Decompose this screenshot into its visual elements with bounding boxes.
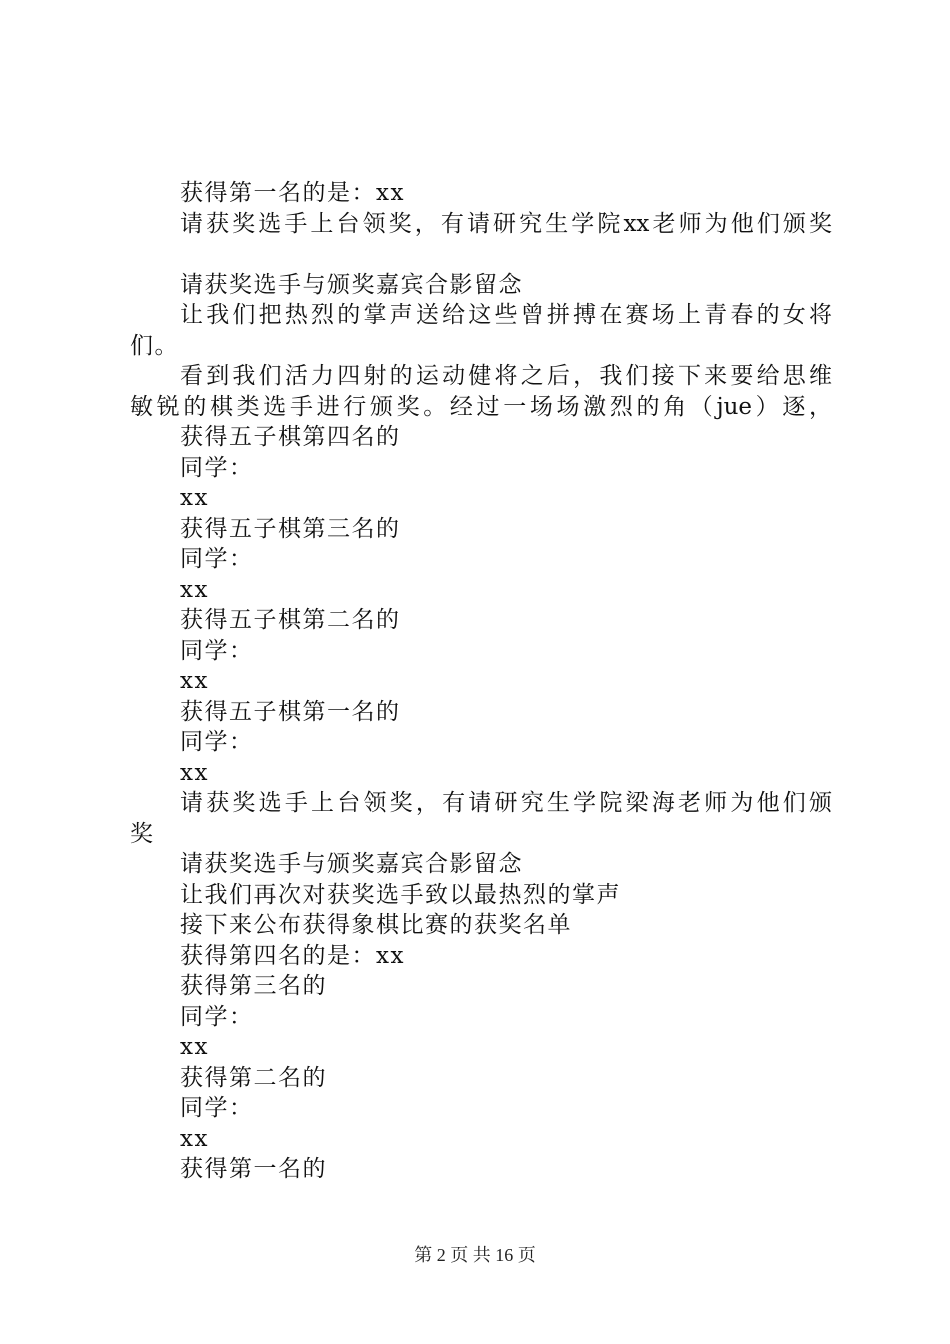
- text-line: 请获奖选手上台领奖，有请研究生学院xx老师为他们颁奖: [180, 210, 832, 237]
- document-body: [130, 178, 832, 1185]
- text-line: 获得第一名的是：xx: [180, 180, 405, 206]
- text-line: 同学：: [180, 1095, 254, 1121]
- blank-line: [130, 239, 832, 270]
- text-line: 同学：: [180, 454, 254, 481]
- text-line: 奖: [130, 820, 155, 847]
- text-line: xx: [180, 485, 209, 511]
- text-line: 们。: [130, 332, 179, 359]
- text-line: xx: [180, 1125, 209, 1152]
- page-number-footer: 第 2 页 共 16 页: [414, 1245, 536, 1265]
- text-line: 让我们再次对获奖选手致以最热烈的掌声: [180, 881, 621, 908]
- text-line: 看到我们活力四射的运动健将之后，我们接下来要给思维: [180, 363, 832, 389]
- text-line: 请获奖选手与颁奖嘉宾合影留念: [180, 271, 523, 298]
- text-line: xx: [180, 668, 209, 694]
- text-line: 获得第一名的: [180, 1156, 327, 1182]
- text-line: 获得五子棋第四名的: [180, 424, 401, 450]
- text-line: 获得五子棋第一名的: [180, 698, 401, 725]
- text-line: 获得五子棋第三名的: [180, 515, 401, 542]
- text-line: 请获奖选手上台领奖，有请研究生学院梁海老师为他们颁: [180, 790, 832, 816]
- text-line: xx: [180, 1034, 209, 1060]
- text-line: 获得第三名的: [180, 973, 327, 999]
- text-line: 接下来公布获得象棋比赛的获奖名单: [180, 912, 572, 938]
- text-line: 请获奖选手与颁奖嘉宾合影留念: [180, 851, 523, 877]
- text-line: xx: [180, 576, 209, 603]
- text-line: 获得第二名的: [180, 1064, 327, 1091]
- text-line: 获得五子棋第二名的: [180, 607, 401, 633]
- text-line: 获得第四名的是：xx: [180, 942, 405, 969]
- text-line: 同学：: [180, 637, 254, 664]
- text-line: 敏锐的棋类选手进行颁奖。经过一场场激烈的角（jue）逐，: [130, 393, 832, 420]
- text-line: 同学：: [180, 1003, 254, 1030]
- text-line: 同学：: [180, 729, 254, 755]
- text-line: 同学：: [180, 546, 254, 572]
- text-line: xx: [180, 759, 209, 786]
- text-line: 让我们把热烈的掌声送给这些曾拼搏在赛场上青春的女将: [180, 302, 832, 328]
